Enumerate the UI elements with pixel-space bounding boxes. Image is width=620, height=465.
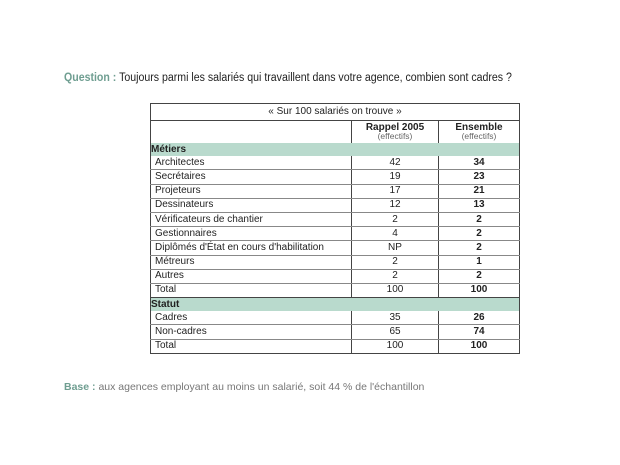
question-label: Question :	[64, 72, 117, 84]
column-header-rappel-title: Rappel 2005	[365, 122, 425, 133]
row-value-ensemble: 26	[439, 311, 520, 325]
question-line	[64, 72, 561, 84]
row-value-rappel: 4	[352, 227, 439, 241]
column-header-rappel-sub: (effectifs)	[377, 131, 413, 141]
row-label: Cadres	[151, 311, 352, 325]
row-label: Total	[151, 283, 352, 297]
row-value-ensemble: 34	[439, 156, 520, 170]
table-row	[151, 339, 520, 353]
table-row	[151, 283, 520, 297]
row-value-ensemble: 13	[439, 198, 520, 212]
row-value-ensemble: 74	[439, 325, 520, 339]
table-row	[151, 311, 520, 325]
row-label: Gestionnaires	[151, 227, 352, 241]
base-note	[64, 381, 604, 393]
row-value-ensemble: 23	[439, 170, 520, 184]
row-label: Vérificateurs de chantier	[151, 212, 352, 226]
row-label: Autres	[151, 269, 352, 283]
column-header-ensemble-sub: (effectifs)	[461, 131, 497, 141]
row-value-ensemble: 100	[439, 283, 520, 297]
table-caption: « Sur 100 salariés on trouve »	[151, 104, 520, 121]
row-value-rappel: 100	[352, 339, 439, 353]
column-header-rappel	[352, 121, 439, 144]
row-value-rappel: 35	[352, 311, 439, 325]
table-row	[151, 255, 520, 269]
row-value-ensemble: 2	[439, 241, 520, 255]
column-header-ensemble	[439, 121, 520, 144]
table-row	[151, 241, 520, 255]
table-row	[151, 269, 520, 283]
results-table	[150, 103, 520, 354]
question-text: Toujours parmi les salariés qui travaillent dans votre agence, combien sont cadres ?	[119, 72, 512, 84]
row-value-rappel: 100	[352, 283, 439, 297]
row-value-ensemble: 100	[439, 339, 520, 353]
row-value-ensemble: 2	[439, 227, 520, 241]
column-header-empty	[151, 121, 352, 144]
row-label: Dessinateurs	[151, 198, 352, 212]
row-value-rappel: 19	[352, 170, 439, 184]
base-label: Base :	[64, 381, 96, 393]
column-header-row	[151, 121, 520, 144]
row-label: Non-cadres	[151, 325, 352, 339]
row-value-rappel: NP	[352, 241, 439, 255]
row-value-rappel: 65	[352, 325, 439, 339]
table-row	[151, 184, 520, 198]
column-header-ensemble-title: Ensemble	[455, 122, 503, 133]
row-value-ensemble: 2	[439, 269, 520, 283]
row-value-ensemble: 2	[439, 212, 520, 226]
row-value-rappel: 17	[352, 184, 439, 198]
table-row	[151, 170, 520, 184]
row-label: Secrétaires	[151, 170, 352, 184]
table-row	[151, 212, 520, 226]
table-row	[151, 198, 520, 212]
row-label: Architectes	[151, 156, 352, 170]
section-header-row	[151, 143, 520, 156]
row-value-ensemble: 21	[439, 184, 520, 198]
table-caption-row	[151, 104, 520, 121]
section-header-row	[151, 298, 520, 312]
table-row	[151, 325, 520, 339]
row-value-rappel: 2	[352, 269, 439, 283]
row-value-rappel: 2	[352, 212, 439, 226]
row-label: Métreurs	[151, 255, 352, 269]
row-label: Diplômés d'État en cours d'habilitation	[151, 241, 352, 255]
row-value-rappel: 12	[352, 198, 439, 212]
row-value-ensemble: 1	[439, 255, 520, 269]
row-label: Total	[151, 339, 352, 353]
base-text: aux agences employant au moins un salarié, soit 44 % de l'échantillon	[98, 381, 425, 393]
table-row	[151, 227, 520, 241]
row-label: Projeteurs	[151, 184, 352, 198]
section-title: Statut	[151, 298, 520, 312]
section-title: Métiers	[151, 143, 520, 156]
row-value-rappel: 2	[352, 255, 439, 269]
table-row	[151, 156, 520, 170]
row-value-rappel: 42	[352, 156, 439, 170]
